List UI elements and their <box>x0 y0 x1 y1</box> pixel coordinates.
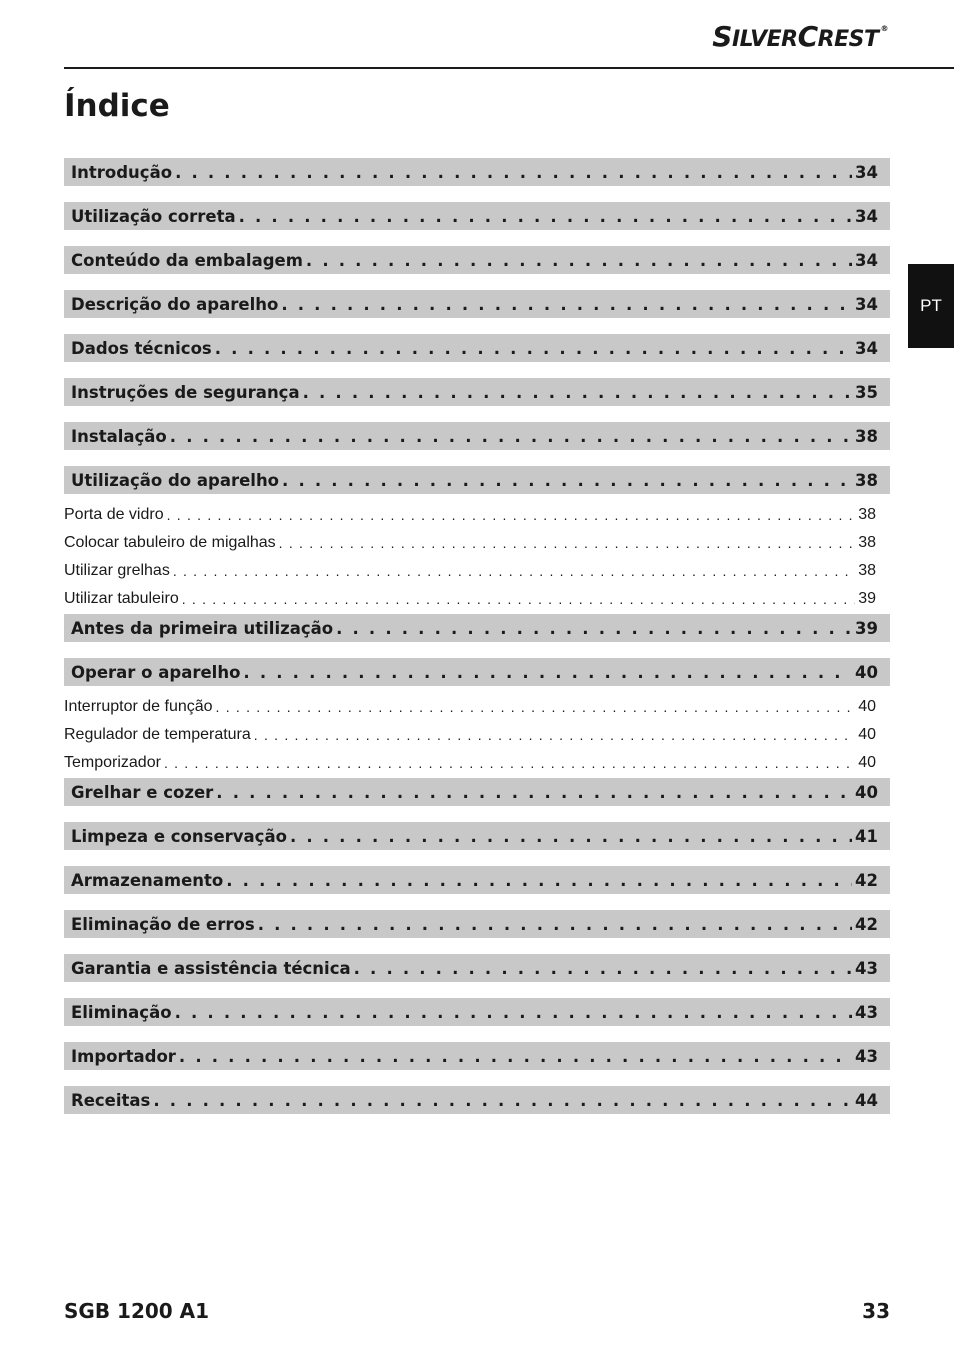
toc-entry-page: 41 <box>855 826 878 846</box>
toc-section-row[interactable] <box>64 658 890 686</box>
toc-entry-label: Eliminação <box>71 1002 172 1022</box>
toc-entry-label: Introdução <box>71 162 173 182</box>
toc-entry-label: Utilizar tabuleiro <box>64 590 179 607</box>
toc-subsection-row[interactable] <box>64 723 890 747</box>
toc-dot-leader <box>336 619 852 638</box>
toc-entry-page: 42 <box>855 870 878 890</box>
toc-entry-label: Colocar tabuleiro de migalhas <box>64 534 276 551</box>
toc-entry-page: 43 <box>855 1002 878 1022</box>
toc-entry-label: Temporizador <box>64 754 161 771</box>
toc-subsection-row[interactable] <box>64 531 890 555</box>
toc-dot-leader <box>167 507 856 523</box>
toc-entry-label: Interruptor de função <box>64 698 213 715</box>
toc-section-row[interactable] <box>64 422 890 450</box>
toc-dot-leader <box>254 727 855 743</box>
toc-dot-leader <box>182 591 855 607</box>
toc-entry-page: 42 <box>855 914 878 934</box>
toc-dot-leader <box>164 755 855 771</box>
toc-dot-leader <box>282 471 852 490</box>
toc-section-row[interactable] <box>64 1042 890 1070</box>
toc-entry-page: 38 <box>855 426 878 446</box>
page-title: Índice <box>64 88 170 124</box>
footer-page-number: 33 <box>862 1299 890 1323</box>
toc-dot-leader <box>279 535 856 551</box>
toc-entry-page: 34 <box>855 250 878 270</box>
toc-section-row[interactable] <box>64 910 890 938</box>
toc-subsection-row[interactable] <box>64 503 890 527</box>
toc-entry-label: Operar o aparelho <box>71 662 241 682</box>
toc-dot-leader <box>239 207 852 226</box>
toc-section-row[interactable] <box>64 334 890 362</box>
toc-dot-leader <box>175 163 852 182</box>
toc-section-row[interactable] <box>64 866 890 894</box>
footer-model: SGB 1200 A1 <box>64 1299 210 1323</box>
toc-dot-leader <box>258 915 852 934</box>
toc-entry-page: 43 <box>855 958 878 978</box>
header-rule <box>64 67 954 69</box>
toc-entry-page: 39 <box>855 618 878 638</box>
toc-entry-page: 35 <box>855 382 878 402</box>
toc-entry-page: 40 <box>855 662 878 682</box>
toc-dot-leader <box>173 563 855 579</box>
toc-entry-label: Limpeza e conservação <box>71 826 287 846</box>
toc-dot-leader <box>170 427 852 446</box>
toc-subsection-row[interactable] <box>64 695 890 719</box>
toc-entry-label: Descrição do aparelho <box>71 294 279 314</box>
toc-dot-leader <box>303 383 852 402</box>
toc-dot-leader <box>216 783 852 802</box>
toc-section-row[interactable] <box>64 1086 890 1114</box>
toc-subsection-row[interactable] <box>64 559 890 583</box>
toc-dot-leader <box>226 871 852 890</box>
toc-entry-label: Armazenamento <box>71 870 224 890</box>
toc-entry-page: 38 <box>855 470 878 490</box>
toc-subsection-row[interactable] <box>64 751 890 775</box>
toc-section-row[interactable] <box>64 998 890 1026</box>
toc-entry-label: Antes da primeira utilização <box>71 618 334 638</box>
toc-entry-label: Porta de vidro <box>64 506 164 523</box>
toc-subsection-row[interactable] <box>64 587 890 611</box>
toc-entry-page: 34 <box>855 206 878 226</box>
toc-dot-leader <box>290 827 852 846</box>
brand-logo: SILVERCREST ® <box>712 20 888 53</box>
toc-entry-page: 40 <box>858 754 876 771</box>
toc-entry-label: Instalação <box>71 426 167 446</box>
toc-section-row[interactable] <box>64 158 890 186</box>
language-tab: PT <box>908 264 954 348</box>
toc-entry-page: 43 <box>855 1046 878 1066</box>
toc-entry-label: Regulador de temperatura <box>64 726 251 743</box>
toc-entry-label: Dados técnicos <box>71 338 212 358</box>
toc-entry-page: 40 <box>858 726 876 743</box>
toc-dot-leader <box>243 663 852 682</box>
toc-dot-leader <box>153 1091 852 1110</box>
toc-entry-label: Utilização do aparelho <box>71 470 280 490</box>
toc-dot-leader <box>306 251 852 270</box>
toc-entry-page: 38 <box>858 534 876 551</box>
toc-dot-leader <box>215 339 852 358</box>
toc-dot-leader <box>216 699 856 715</box>
toc-section-row[interactable] <box>64 614 890 642</box>
toc-dot-leader <box>179 1047 852 1066</box>
toc-entry-label: Garantia e assistência técnica <box>71 958 351 978</box>
toc-entry-label: Utilizar grelhas <box>64 562 170 579</box>
toc-entry-page: 38 <box>858 562 876 579</box>
toc-entry-label: Importador <box>71 1046 176 1066</box>
toc-entry-label: Grelhar e cozer <box>71 782 214 802</box>
toc-entry-page: 38 <box>858 506 876 523</box>
toc-section-row[interactable] <box>64 778 890 806</box>
toc-entry-label: Receitas <box>71 1090 151 1110</box>
toc-entry-page: 39 <box>858 590 876 607</box>
toc-section-row[interactable] <box>64 954 890 982</box>
toc-entry-page: 34 <box>855 338 878 358</box>
toc-dot-leader <box>281 295 852 314</box>
toc-section-row[interactable] <box>64 290 890 318</box>
toc-entry-label: Eliminação de erros <box>71 914 255 934</box>
toc-entry-label: Instruções de segurança <box>71 382 300 402</box>
toc-section-row[interactable] <box>64 378 890 406</box>
toc-entry-page: 40 <box>855 782 878 802</box>
toc-entry-page: 44 <box>855 1090 878 1110</box>
toc-entry-page: 34 <box>855 294 878 314</box>
toc-entry-page: 40 <box>858 698 876 715</box>
toc-entry-label: Utilização correta <box>71 206 236 226</box>
toc-section-row[interactable] <box>64 202 890 230</box>
toc-dot-leader <box>354 959 852 978</box>
toc-section-row[interactable] <box>64 822 890 850</box>
toc-entry-page: 34 <box>855 162 878 182</box>
toc-section-row[interactable] <box>64 246 890 274</box>
toc-dot-leader <box>175 1003 852 1022</box>
toc-section-row[interactable] <box>64 466 890 494</box>
toc-entry-label: Conteúdo da embalagem <box>71 250 303 270</box>
